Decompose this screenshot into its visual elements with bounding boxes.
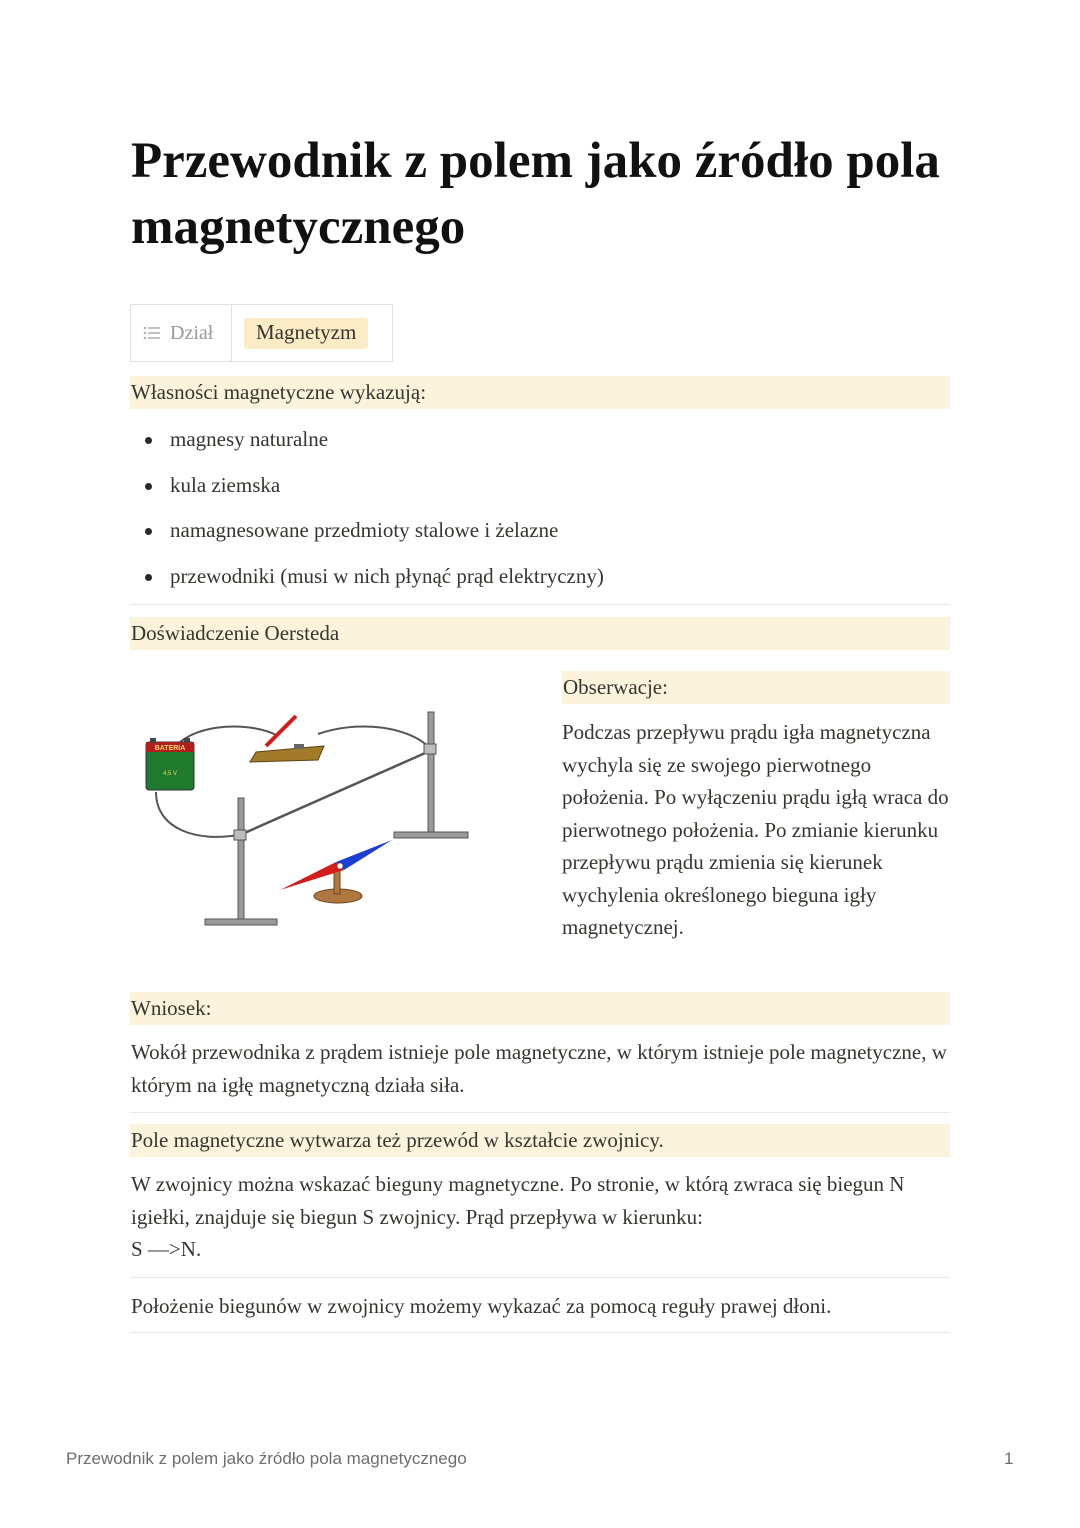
- oersted-experiment-figure: [138, 700, 478, 940]
- property-tag[interactable]: Magnetyzm: [244, 318, 368, 349]
- divider: [130, 1277, 950, 1278]
- footer-page-number: 1: [1004, 1449, 1014, 1468]
- divider: [130, 1112, 950, 1113]
- battery-voltage: 4,5 V: [162, 771, 178, 777]
- page-title: Przewodnik z polem jako źródło pola magnetycznego: [131, 133, 940, 255]
- section-heading-conclusion: Wniosek:: [130, 992, 950, 1025]
- list-item: namagnesowane przedmioty stalowe i żelazne: [130, 511, 950, 557]
- solenoid-text: W zwojnicy można wskazać bieguny magnetyczne. Po stronie, w którą zwraca się biegun N igiełki, znajduje się biegun S zwojnicy. Prąd przepływa w kierunku:: [131, 1172, 905, 1229]
- property-key-label: Dział: [170, 321, 214, 344]
- section-heading-properties: Własności magnetyczne wykazują:: [130, 376, 950, 409]
- right-hand-rule-text: Położenie biegunów w zwojnicy możemy wykazać za pomocą reguły prawej dłoni.: [131, 1294, 832, 1318]
- list-item: kula ziemska: [130, 466, 950, 512]
- divider: [130, 1332, 950, 1333]
- section-heading-solenoid: Pole magnetyczne wytwarza też przewód w kształcie zwojnicy.: [130, 1124, 950, 1157]
- solenoid-direction: S —>N.: [131, 1237, 202, 1261]
- battery-label: BATERIA: [154, 745, 186, 752]
- observations-heading: Obserwacje:: [562, 671, 950, 704]
- observations-text: Podczas przepływu prądu igła magnetyczna wychyla się ze swojego pierwotnego położenia. Po wyłączeniu prądu igłą wraca do pierwotnego położenia. Po zmianie kierunku przepływu prądu zmienia się kierunek wychylenia określonego bieguna igły magnetycznej.: [562, 720, 949, 939]
- properties-list: [130, 420, 950, 602]
- property-value[interactable]: [232, 305, 392, 361]
- divider: [130, 604, 950, 605]
- section-heading-oersted: Doświadczenie Oersteda: [130, 617, 950, 650]
- property-key: [131, 305, 232, 361]
- list-item: magnesy naturalne: [130, 420, 950, 466]
- property-row: [130, 304, 393, 362]
- footer-document-title: Przewodnik z polem jako źródło pola magnetycznego: [66, 1449, 467, 1468]
- list-item: przewodniki (musi w nich płynąć prąd elektryczny): [130, 557, 950, 603]
- conclusion-text: Wokół przewodnika z prądem istnieje pole magnetyczne, w którym istnieje pole magnetyczne, w którym na igłę magnetyczną działa siła.: [131, 1040, 947, 1097]
- list-icon: [143, 326, 161, 340]
